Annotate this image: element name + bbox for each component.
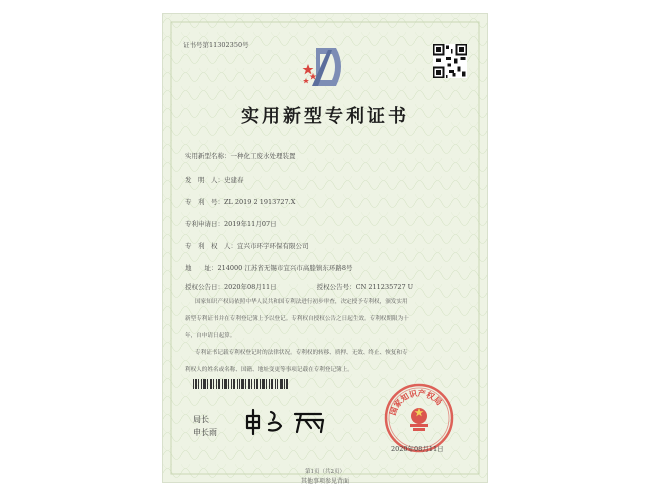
field-grant-publication: 授权公告号：CN 211235727 U — [316, 283, 414, 291]
notice-line: 新型专利证书并在专利登记簿上予以登记。专利权自授权公告之日起生效。专利权期限为十 — [185, 316, 409, 322]
notice-line: 国家知识产权局依照中华人民共和国专利法进行初步审查，决定授予专利权，颁发实用 — [195, 299, 408, 305]
field-grant-date — [185, 282, 413, 291]
field-patent-number — [185, 197, 295, 206]
qr-code — [433, 44, 467, 78]
director-title: 局长 — [193, 415, 209, 424]
field-value: 史建春 — [224, 176, 244, 184]
certificate-number: 证书号第11302350号 — [183, 41, 249, 49]
field-label: 专 利 权 人： — [185, 242, 237, 250]
notice-line: 年，自申请日起算。 — [185, 333, 236, 339]
field-utility-name — [185, 151, 296, 160]
field-value: 214000 江苏省无锡市宜兴市高塍镇东环路8号 — [217, 264, 353, 272]
bottom-caption: 其他事项参见背面 — [300, 478, 349, 485]
field-patentee — [185, 241, 309, 250]
director-name: 申长雨 — [193, 428, 217, 437]
notice-line: 专利证书记载专利权登记时的法律状况。专利权的转移、质押、无效、终止、恢复和专 — [195, 350, 408, 356]
svg-text:国家知识产权局 — [387, 388, 444, 417]
field-label: 专 利 号： — [185, 198, 224, 206]
notice-line: 利权人的姓名或名称、国籍、地址变更等事项记载在专利登记簿上。 — [185, 367, 353, 373]
certificate-title: 实用新型专利证书 — [241, 106, 409, 127]
field-label: 实用新型名称： — [185, 152, 231, 160]
director-signature — [243, 406, 333, 436]
field-value: ZL 2019 2 1913727.X — [224, 198, 296, 206]
field-address — [185, 263, 353, 272]
field-application-date — [185, 219, 277, 228]
field-inventor — [185, 175, 244, 184]
certificate-notice — [185, 294, 467, 379]
field-label: 发 明 人： — [185, 176, 224, 184]
field-label: 专利申请日： — [185, 220, 224, 228]
seal-text: 国家知识产权局 — [387, 387, 445, 417]
field-value: 2020年08月11日 — [224, 283, 277, 291]
patent-office-logo-icon — [298, 42, 348, 92]
field-value: 一种化工废水处理装置 — [230, 152, 296, 160]
field-value: 2019年11月07日 — [224, 220, 277, 228]
field-label: 授权公告日： — [185, 283, 224, 291]
seal-date: 2020年08月11日 — [391, 445, 444, 453]
patent-certificate — [163, 14, 487, 482]
field-label: 地 址： — [185, 264, 218, 272]
barcode — [193, 379, 288, 389]
page-footer: 第1页（共2页） — [305, 469, 345, 475]
field-value: 宜兴市环宇环保有限公司 — [237, 242, 309, 250]
